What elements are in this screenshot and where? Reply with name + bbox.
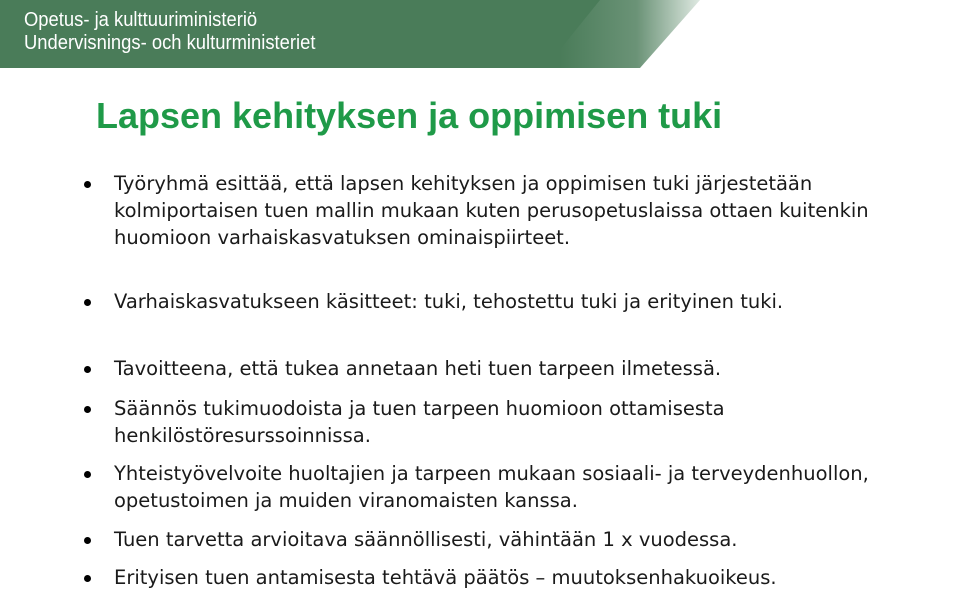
bullet-text: Tavoitteena, että tukea annetaan heti tuen tarpeen ilmetessä. [114, 357, 722, 380]
bullet-item [114, 288, 874, 315]
bullet-item [114, 564, 874, 591]
bullet-item [114, 395, 874, 449]
bullet-item [114, 526, 874, 553]
bullet-dot-icon [84, 406, 91, 413]
ministry-name-swedish: Undervisnings- och kulturministeriet [24, 32, 316, 54]
bullet-dot-icon [84, 366, 91, 373]
bullet-dot-icon [84, 471, 91, 478]
bullet-item [114, 460, 874, 514]
bullet-item [114, 355, 874, 382]
bullet-dot-icon [84, 299, 91, 306]
bullet-dot-icon [84, 181, 91, 188]
bullet-dot-icon [84, 537, 91, 544]
bullet-text: Yhteistyövelvoite huoltajien ja tarpeen mukaan sosiaali- ja terveydenhuollon, opetustoimen ja muiden viranomaisten kanssa. [114, 462, 869, 512]
bullet-text: Säännös tukimuodoista ja tuen tarpeen huomioon ottamisesta henkilöstöresurssoinnissa. [114, 397, 725, 447]
bullet-text: Erityisen tuen antamisesta tehtävä päätös – muutoksenhakuoikeus. [114, 566, 777, 589]
ministry-name-finnish: Opetus- ja kulttuuriministeriö [24, 9, 258, 31]
bullet-text: Työryhmä esittää, että lapsen kehityksen ja oppimisen tuki järjestetään kolmiportaisen tuen mallin mukaan kuten perusopetuslaissa ottaen kuitenkin huomioon varhaiskasvatuksen ominaispiirteet. [114, 172, 869, 249]
slide-title: Lapsen kehityksen ja oppimisen tuki [96, 95, 723, 136]
bullet-item [114, 170, 874, 251]
bullet-text: Tuen tarvetta arvioitava säännöllisesti, vähintään 1 x vuodessa. [114, 528, 738, 551]
bullet-text: Varhaiskasvatukseen käsitteet: tuki, tehostettu tuki ja erityinen tuki. [114, 290, 784, 313]
bullet-dot-icon [84, 575, 91, 582]
